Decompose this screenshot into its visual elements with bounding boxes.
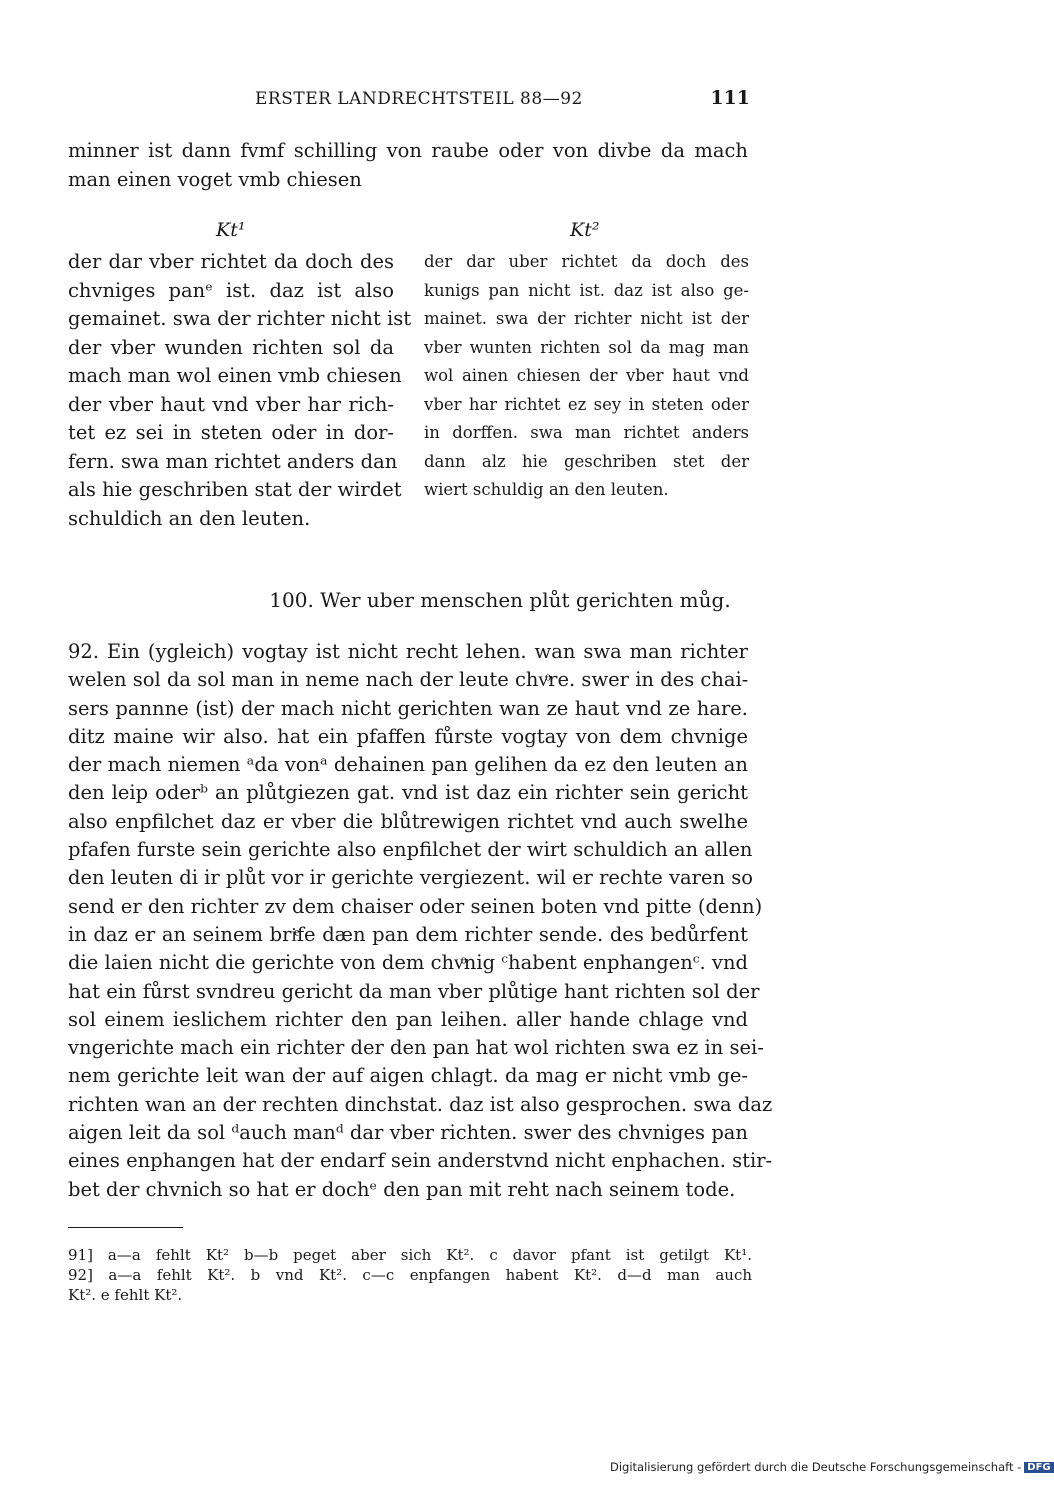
footnote-line: 91] a—a fehlt Kt² b—b peget aber sich Kt². c davor pfant ist getilgt Kt¹.	[68, 1246, 752, 1264]
text-line: wiert schuldig an den leuten.	[424, 480, 669, 499]
text-line: die laien nicht die gerichte von dem chvͦnig ᶜhabent enphangenᶜ. vnd	[68, 951, 748, 975]
text-line: hat ein fůrst svndreu gericht da man vber plůtige hant richten sol der	[68, 979, 760, 1003]
text-line: mainet. swa der richter nicht ist der	[424, 309, 749, 328]
text-line: gemainet. swa der richter nicht ist	[68, 307, 412, 330]
dfg-logo: DFG	[1024, 1462, 1053, 1473]
text-line: eines enphangen hat der endarf sein anderstvnd nicht enphachen. stir-	[68, 1149, 773, 1173]
text-line: den leip oderᵇ an plůtgiezen gat. vnd ist daz ein richter sein gericht	[68, 781, 748, 805]
text-line: mach man wol einen vmb chiesen	[68, 364, 402, 387]
text-line: vngerichte mach ein richter der den pan hat wol richten swa ez in sei-	[68, 1036, 764, 1060]
running-header	[255, 89, 755, 119]
right-column-heading: Kt²	[570, 219, 600, 241]
footnote-line: Kt². e fehlt Kt².	[68, 1286, 183, 1304]
text-line: in daz er an seinem briͤfe dæn pan dem richter sende. des bedůrfent	[68, 922, 748, 946]
main-paragraph	[68, 638, 773, 1204]
text-line: pfafen furste sein gerichte also enpfilchet der wirt schuldich an allen	[68, 838, 753, 862]
text-line: vber har richtet ez sey in steten oder	[424, 394, 749, 414]
left-column-heading: Kt¹	[216, 219, 246, 241]
text-line: send er den richter zv dem chaiser oder seinen boten vnd pitte (denn)	[68, 894, 763, 918]
text-line: in dorffen. swa man richtet anders	[424, 423, 749, 442]
text-line: aigen leit da sol ᵈauch manᵈ dar vber richten. swer des chvniges pan	[68, 1121, 748, 1145]
text-line: der dar vber richtet da doch des	[68, 250, 394, 273]
page-number: 111	[710, 87, 750, 109]
text-line: als hie geschriben stat der wirdet	[68, 478, 402, 501]
text-line: nem gerichte leit wan der auf aigen chlagt. da mag er nicht vmb ge-	[68, 1064, 748, 1088]
intro-line: man einen voget vmb chiesen	[68, 168, 362, 191]
text-line: der mach niemen ᵃda vonᵃ dehainen pan gelihen da ez den leuten an	[68, 753, 748, 777]
text-line: wol ainen chiesen der vber haut vnd	[424, 366, 749, 385]
text-line: welen sol da sol man in neme nach der leute chvͦre. swer in des chai-	[68, 668, 749, 692]
text-line: der vber wunden richten sol da	[68, 335, 394, 359]
text-line: sol einem ieslichem richter den pan leihen. aller hande chlage vnd	[68, 1007, 748, 1031]
text-line: bet der chvnich so hat er dochᵉ den pan mit reht nach seinem tode.	[68, 1177, 736, 1201]
text-line: kunigs pan nicht ist. daz ist also ge-	[424, 280, 749, 300]
credit-text: Digitalisierung gefördert durch die Deutsche Forschungsgemeinschaft -	[610, 1460, 1022, 1474]
text-line: chvniges panᵉ ist. daz ist also	[68, 278, 394, 302]
text-line: sers pannne (ist) der mach nicht gerichten wan ze haut vnd ze hare.	[68, 696, 748, 720]
running-title: ERSTER LANDRECHTSTEIL 88—92	[255, 89, 583, 109]
section-heading: 100. Wer uber menschen plůt gerichten můg.	[269, 588, 731, 612]
right-column-text	[424, 248, 749, 505]
digitization-credit	[610, 1460, 1054, 1474]
text-line: vber wunten richten sol da mag man	[424, 337, 749, 357]
text-line: der vber haut vnd vber har rich-	[68, 392, 394, 416]
text-line: ditz maine wir also. hat ein pfaffen fůrste vogtay von dem chvnige	[68, 724, 748, 748]
text-line: dann alz hie geschriben stet der	[424, 451, 749, 471]
text-line: schuldich an den leuten.	[68, 506, 311, 530]
text-line: richten wan an der rechten dinchstat. daz ist also gesprochen. swa daz	[68, 1092, 773, 1116]
text-line: der dar uber richtet da doch des	[424, 252, 749, 271]
footnote-line: 92] a—a fehlt Kt². b vnd Kt². c—c enpfangen habent Kt². d—d man auch	[68, 1266, 752, 1284]
text-line: 92. Ein (ygleich) vogtay ist nicht recht lehen. wan swa man richter	[68, 640, 748, 663]
intro-line: minner ist dann fvmf schilling von raube oder von divbe da mach	[68, 139, 748, 162]
text-line: tet ez sei in steten oder in dor-	[68, 421, 394, 444]
footnote-rule	[68, 1227, 183, 1228]
text-line: den leuten di ir plůt vor ir gerichte vergiezent. wil er rechte varen so	[68, 866, 753, 890]
footnotes	[68, 1245, 752, 1305]
text-line: fern. swa man richtet anders dan	[68, 449, 398, 473]
left-column-text	[68, 248, 412, 533]
text-line: also enpfilchet daz er vber die blůtrewigen richtet vnd auch swelhe	[68, 809, 748, 833]
